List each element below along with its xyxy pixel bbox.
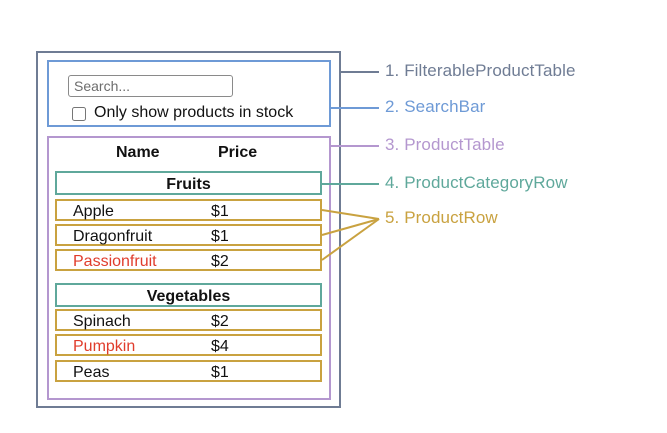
product-name: Peas <box>73 364 110 381</box>
connector-product-row-1 <box>322 210 379 219</box>
product-price: $1 <box>211 203 229 220</box>
product-name-out-of-stock: Pumpkin <box>73 338 136 355</box>
label-search-bar: 2. SearchBar <box>385 97 486 116</box>
product-price: $2 <box>211 253 229 270</box>
category-label: Vegetables <box>146 288 231 305</box>
in-stock-label: Only show products in stock <box>94 104 294 121</box>
product-price: $1 <box>211 228 229 245</box>
connector-product-row-3 <box>322 219 379 260</box>
product-price: $2 <box>211 313 229 330</box>
label-product-table: 3. ProductTable <box>385 135 505 154</box>
label-filterable-product-table: 1. FilterableProductTable <box>385 61 576 80</box>
product-price: $1 <box>211 364 229 381</box>
label-product-category-row: 4. ProductCategoryRow <box>385 173 568 192</box>
price-column-header: Price <box>218 144 258 161</box>
product-name: Apple <box>73 203 114 220</box>
product-name: Dragonfruit <box>73 228 153 245</box>
name-column-header: Name <box>116 144 160 161</box>
connector-product-row-2 <box>322 219 379 235</box>
product-price: $4 <box>211 338 229 355</box>
product-name: Spinach <box>73 313 131 330</box>
label-product-row: 5. ProductRow <box>385 208 498 227</box>
category-label: Fruits <box>166 176 211 193</box>
product-name-out-of-stock: Passionfruit <box>73 253 157 270</box>
